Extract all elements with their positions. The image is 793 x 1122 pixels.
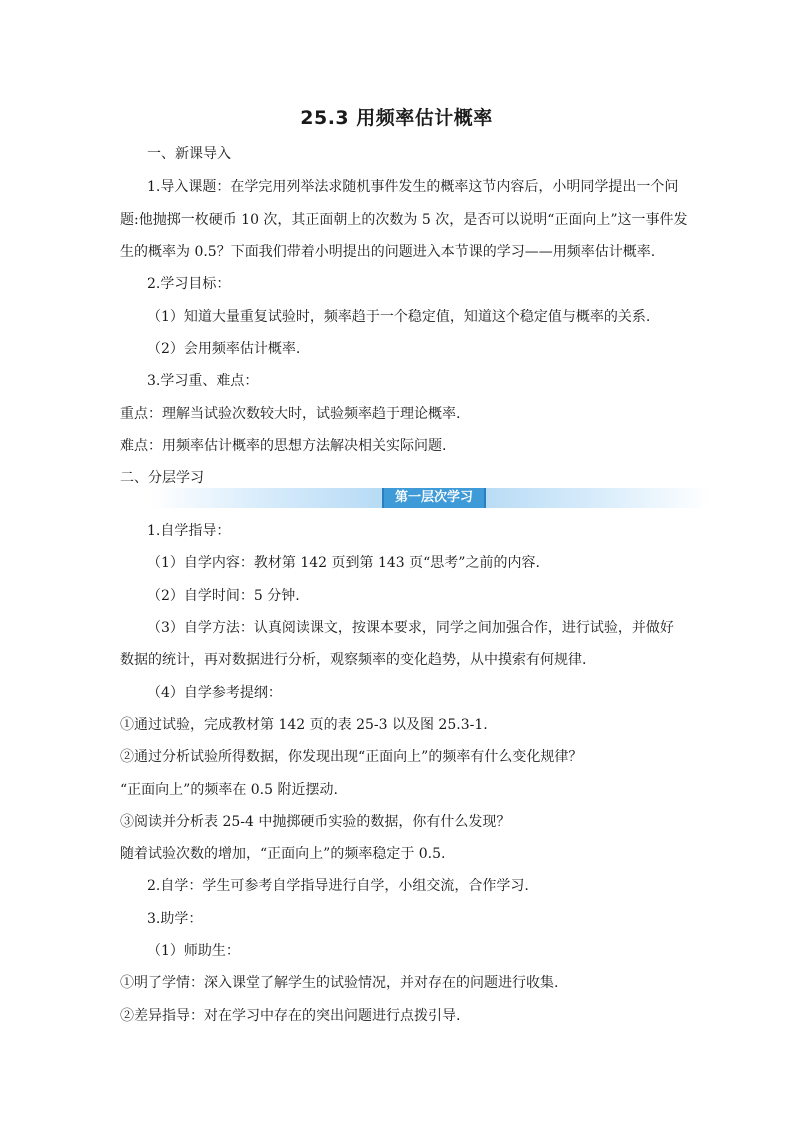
outline-answer: 随着试验次数的增加，“正面向上”的频率稳定于 0.5. <box>120 846 446 862</box>
page-title: 25.3 用频率估计概率 <box>300 107 493 129</box>
outline-item: ①通过试验，完成教材第 142 页的表 25-3 以及图 25.3-1. <box>120 717 488 733</box>
goal-item: （2）会用频率估计概率. <box>147 341 301 357</box>
paragraph-line: 生的概率为 0.5？下面我们带着小明提出的问题进入本节课的学习——用频率估计概率. <box>120 244 656 260</box>
subheading-guide: 1.自学指导： <box>147 523 231 539</box>
guide-item: （2）自学时间：5 分钟. <box>147 588 300 604</box>
subheading-self-study: 2.自学：学生可参考自学指导进行自学，小组交流，合作学习. <box>147 878 529 894</box>
banner-label: 第一层次学习 <box>382 488 486 508</box>
paragraph-line: 题:他抛掷一枚硬币 10 次，其正面朝上的次数为 5 次，是否可以说明“正面向上”这一事件发 <box>120 212 688 228</box>
paragraph-line: 1.导入课题：在学完用列举法求随机事件发生的概率这节内容后，小明同学提出一个问 <box>147 179 679 195</box>
subheading-goals: 2.学习目标： <box>147 276 231 292</box>
paragraph-line: 数据的统计，再对数据进行分析，观察频率的变化趋势，从中摸索有何规律. <box>120 652 587 668</box>
section-heading-intro: 一、新课导入 <box>147 146 231 162</box>
goal-item: （1）知道大量重复试验时，频率趋于一个稳定值，知道这个稳定值与概率的关系. <box>147 309 651 325</box>
guide-item: （1）自学内容：教材第 142 页到第 143 页“思考”之前的内容. <box>147 555 540 571</box>
assist-item: （1）师助生： <box>147 943 240 959</box>
guide-item: （4）自学参考提纲： <box>147 685 282 701</box>
outline-answer: “正面向上”的频率在 0.5 附近摆动. <box>120 782 338 798</box>
assist-detail: ①明了学情：深入课堂了解学生的试验情况，并对存在的问题进行收集. <box>120 975 559 991</box>
outline-item: ③阅读并分析表 25-4 中抛掷硬币实验的数据，你有什么发现？ <box>120 814 511 830</box>
guide-item: （3）自学方法：认真阅读课文，按课本要求，同学之间加强合作，进行试验，并做好 <box>147 620 674 636</box>
subheading-key-points: 3.学习重、难点： <box>147 373 259 389</box>
outline-item: ②通过分析试验所得数据，你发现出现“正面向上”的频率有什么变化规律？ <box>120 749 583 765</box>
subheading-assist: 3.助学： <box>147 911 203 927</box>
assist-detail: ②差异指导：对在学习中存在的突出问题进行点拨引导. <box>120 1008 461 1024</box>
key-point: 重点：理解当试验次数较大时，试验频率趋于理论概率. <box>120 406 461 422</box>
section-heading-layered: 二、分层学习 <box>120 470 204 486</box>
difficult-point: 难点：用频率估计概率的思想方法解决相关实际问题. <box>120 438 447 454</box>
